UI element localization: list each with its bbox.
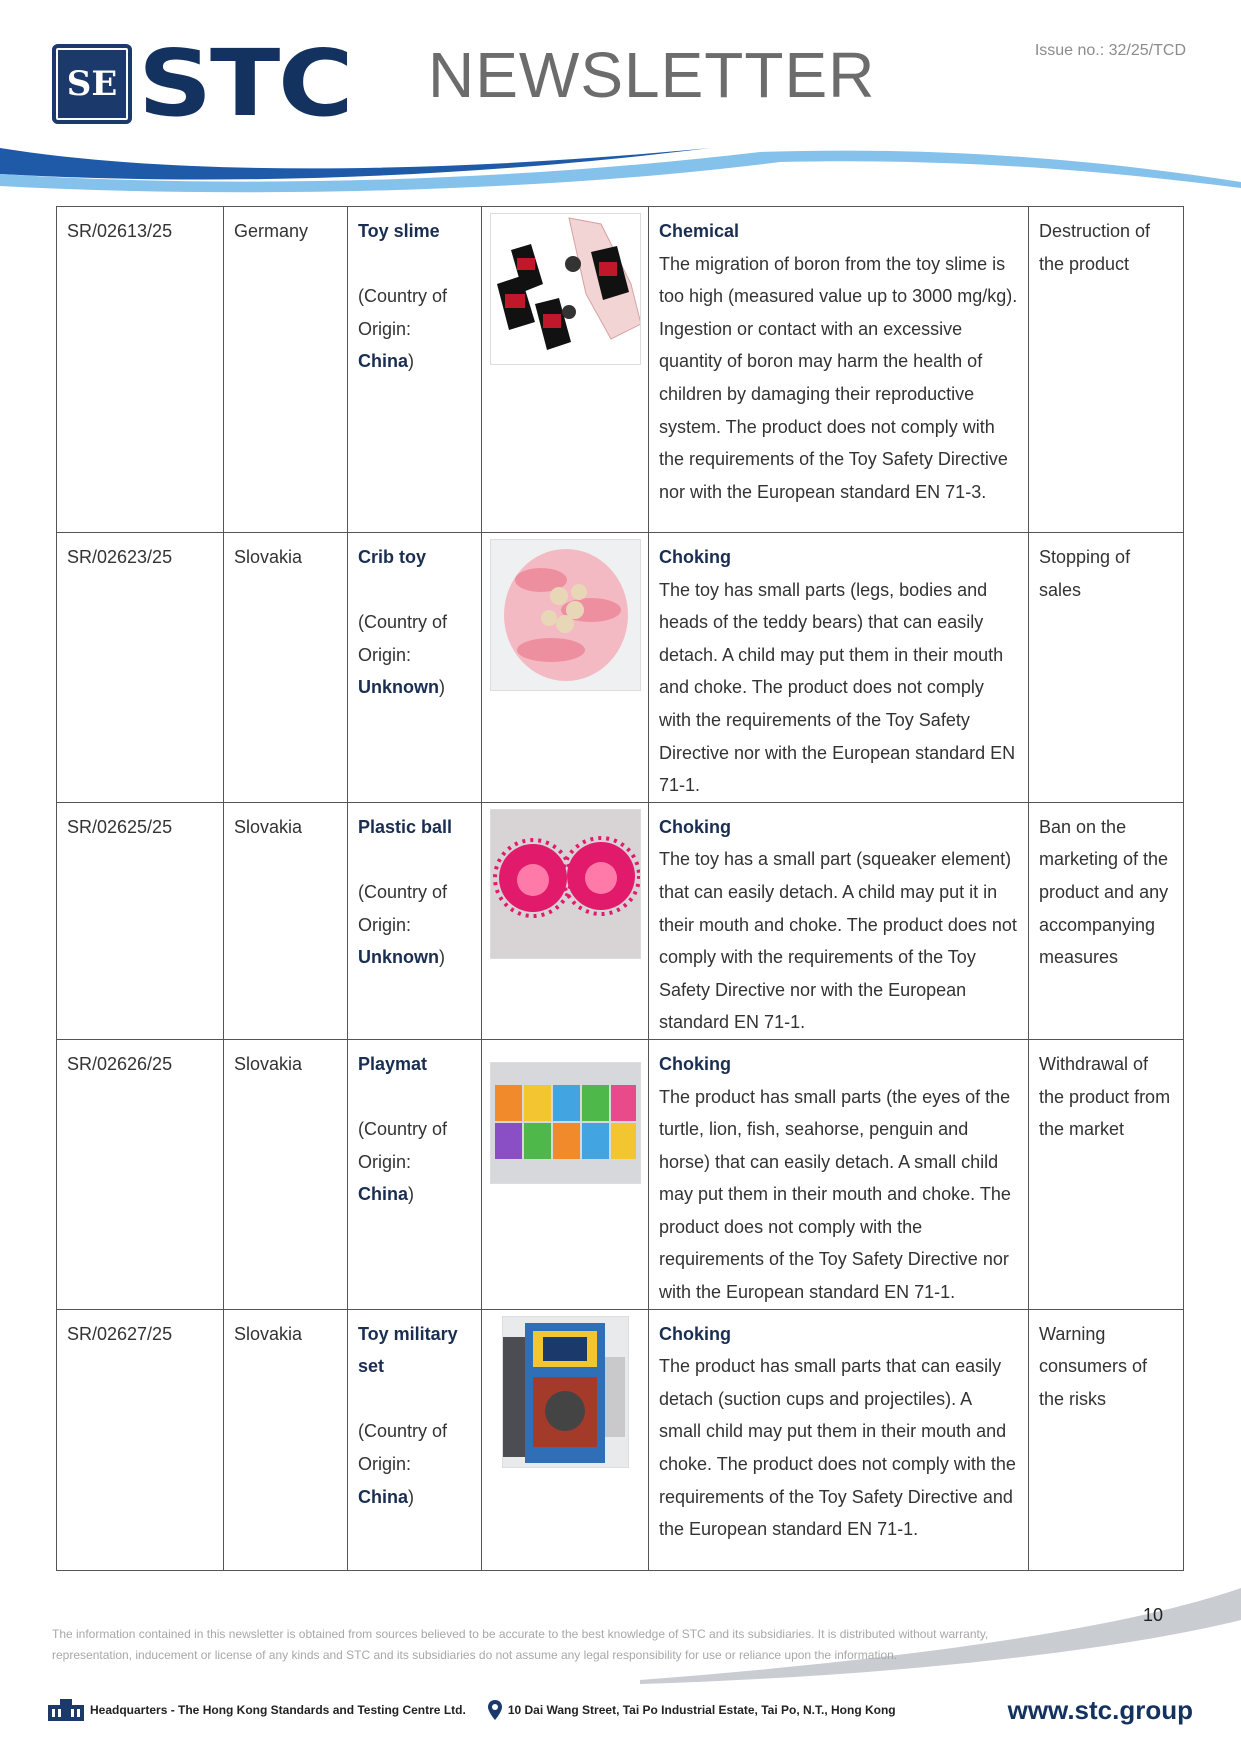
playmat-photo [490,1062,641,1184]
product-cell [348,533,482,803]
risk-cell [649,1039,1029,1309]
image-cell [482,1309,649,1570]
country-cell: Germany [224,207,348,533]
risk-cell [649,802,1029,1039]
origin-country: China [358,351,409,372]
table-row [57,207,1184,533]
plastic-ball-photo [490,809,641,959]
risk-description: The product has small parts (the eyes of the turtle, lion, fish, seahorse, penguin and horse) that can easily detach. A small child may put them in their mouth and choke. The product does not comply with the requirements of the Toy Safety Directive nor with the European standard EN 71-1. [659,1086,1011,1303]
page-number: 10 [1143,1605,1164,1625]
image-cell [482,1039,649,1309]
origin-suffix: ) [439,677,445,698]
address-text: 10 Dai Wang Street, Tai Po Industrial Estate, Tai Po, N.T., Hong Kong [507,1703,896,1717]
origin-country: China [358,1486,409,1507]
location-pin-icon [488,1700,502,1720]
image-cell [482,207,649,533]
page-header [0,0,1241,200]
origin-prefix: (Country of Origin: [358,612,448,665]
risk-type: Chemical [659,221,740,241]
risk-description: The product has small parts that can easily detach (suction cups and projectiles). A small child may put them in their mouth and choke. The product does not comply with the requirements of the Toy Safety Directive and the European standard EN 71-1. [659,1356,1016,1540]
risk-description: The toy has small parts (legs, bodies and heads of the teddy bears) that can easily detach. A child may put them in their mouth and choke. The product does not comply with the requirements of the Toy Safety Directive nor with the European standard EN 71-1. [659,579,1016,796]
measure-cell: Withdrawal of the product from the market [1029,1039,1184,1309]
ref-cell: SR/02623/25 [57,533,224,803]
product-name: Playmat [358,1053,428,1074]
origin-prefix: (Country of Origin: [358,881,448,935]
origin-suffix: ) [408,351,415,372]
product-name: Plastic ball [358,816,453,837]
product-name: Toy slime [358,221,440,241]
page-footer [48,1690,1193,1730]
risk-type: Choking [659,816,731,837]
table-row [57,802,1184,1039]
building-icon [48,1699,84,1721]
origin-prefix: (Country of Origin: [358,1119,448,1172]
risk-cell [649,533,1029,803]
measure-cell: Warning consumers of the risks [1029,1309,1184,1570]
origin-country: Unknown [358,947,439,968]
origin-prefix: (Country of Origin: [358,1421,448,1475]
website-link[interactable]: www.stc.group [1007,1694,1193,1725]
origin-prefix: (Country of Origin: [358,286,448,339]
measure-cell: Ban on the marketing of the product and any accompanying measures [1029,802,1184,1039]
table-row [57,1039,1184,1309]
crib-toy-photo [490,539,641,691]
issue-number: Issue no.: 32/25/TCD [1034,42,1186,59]
risk-type: Choking [659,547,731,567]
newsletter-title: NEWSLETTER [428,39,876,111]
risk-description: The migration of boron from the toy slime is too high (measured value up to 3000 mg/kg). Ingestion or contact with an excessive quantity of boron may harm the health of children by damaging their reproductive system. The product does not comply with the requirements of the Toy Safety Directive nor with the European standard EN 71-3. [659,253,1018,502]
header-swoosh [0,140,1241,200]
risk-cell [649,1309,1029,1570]
risk-type: Choking [659,1053,731,1074]
stc-logo [52,30,352,137]
country-cell: Slovakia [224,533,348,803]
toy-slime-photo [490,213,641,365]
ref-cell: SR/02613/25 [57,207,224,533]
stc-logo-mark: SE [52,44,132,124]
risk-type: Choking [659,1323,731,1344]
risk-description: The toy has a small part (squeaker element) that can easily detach. A child may put it in their mouth and choke. The product does not comply with the requirements of the Toy Safety Directive nor with the European standard EN 71-1. [659,849,1017,1033]
table-row [57,1309,1184,1570]
origin-country: Unknown [358,677,439,698]
measure-cell: Stopping of sales [1029,533,1184,803]
toy-military-set-photo [502,1316,629,1468]
image-cell [482,802,649,1039]
measure-cell: Destruction of the product [1029,207,1184,533]
origin-suffix: ) [439,947,445,968]
ref-cell: SR/02627/25 [57,1309,224,1570]
origin-suffix: ) [408,1486,415,1507]
product-name: Toy military set [358,1323,458,1377]
product-name: Crib toy [358,547,427,567]
ref-cell: SR/02626/25 [57,1039,224,1309]
product-cell [348,207,482,533]
product-cell [348,1309,482,1570]
disclaimer: The information contained in this newsletter is obtained from sources believed to be accurate to the best knowledge of STC and its subsidiaries. It is distributed without warranty, representation, inducement or license of any kinds and STC and its subsidiaries do not assume any legal responsibility for use or reliance upon the information. [52,1627,989,1662]
headquarters-text: Headquarters - The Hong Kong Standards and Testing Centre Ltd. [90,1703,466,1717]
product-cell [348,802,482,1039]
origin-suffix: ) [408,1184,415,1205]
recall-table [56,206,1184,1571]
country-cell: Slovakia [224,802,348,1039]
product-cell [348,1039,482,1309]
table-row [57,533,1184,803]
origin-country: China [358,1184,409,1205]
image-cell [482,533,649,803]
country-cell: Slovakia [224,1309,348,1570]
country-cell: Slovakia [224,1039,348,1309]
stc-logo-text: STC [138,30,352,137]
risk-cell [649,207,1029,533]
ref-cell: SR/02625/25 [57,802,224,1039]
